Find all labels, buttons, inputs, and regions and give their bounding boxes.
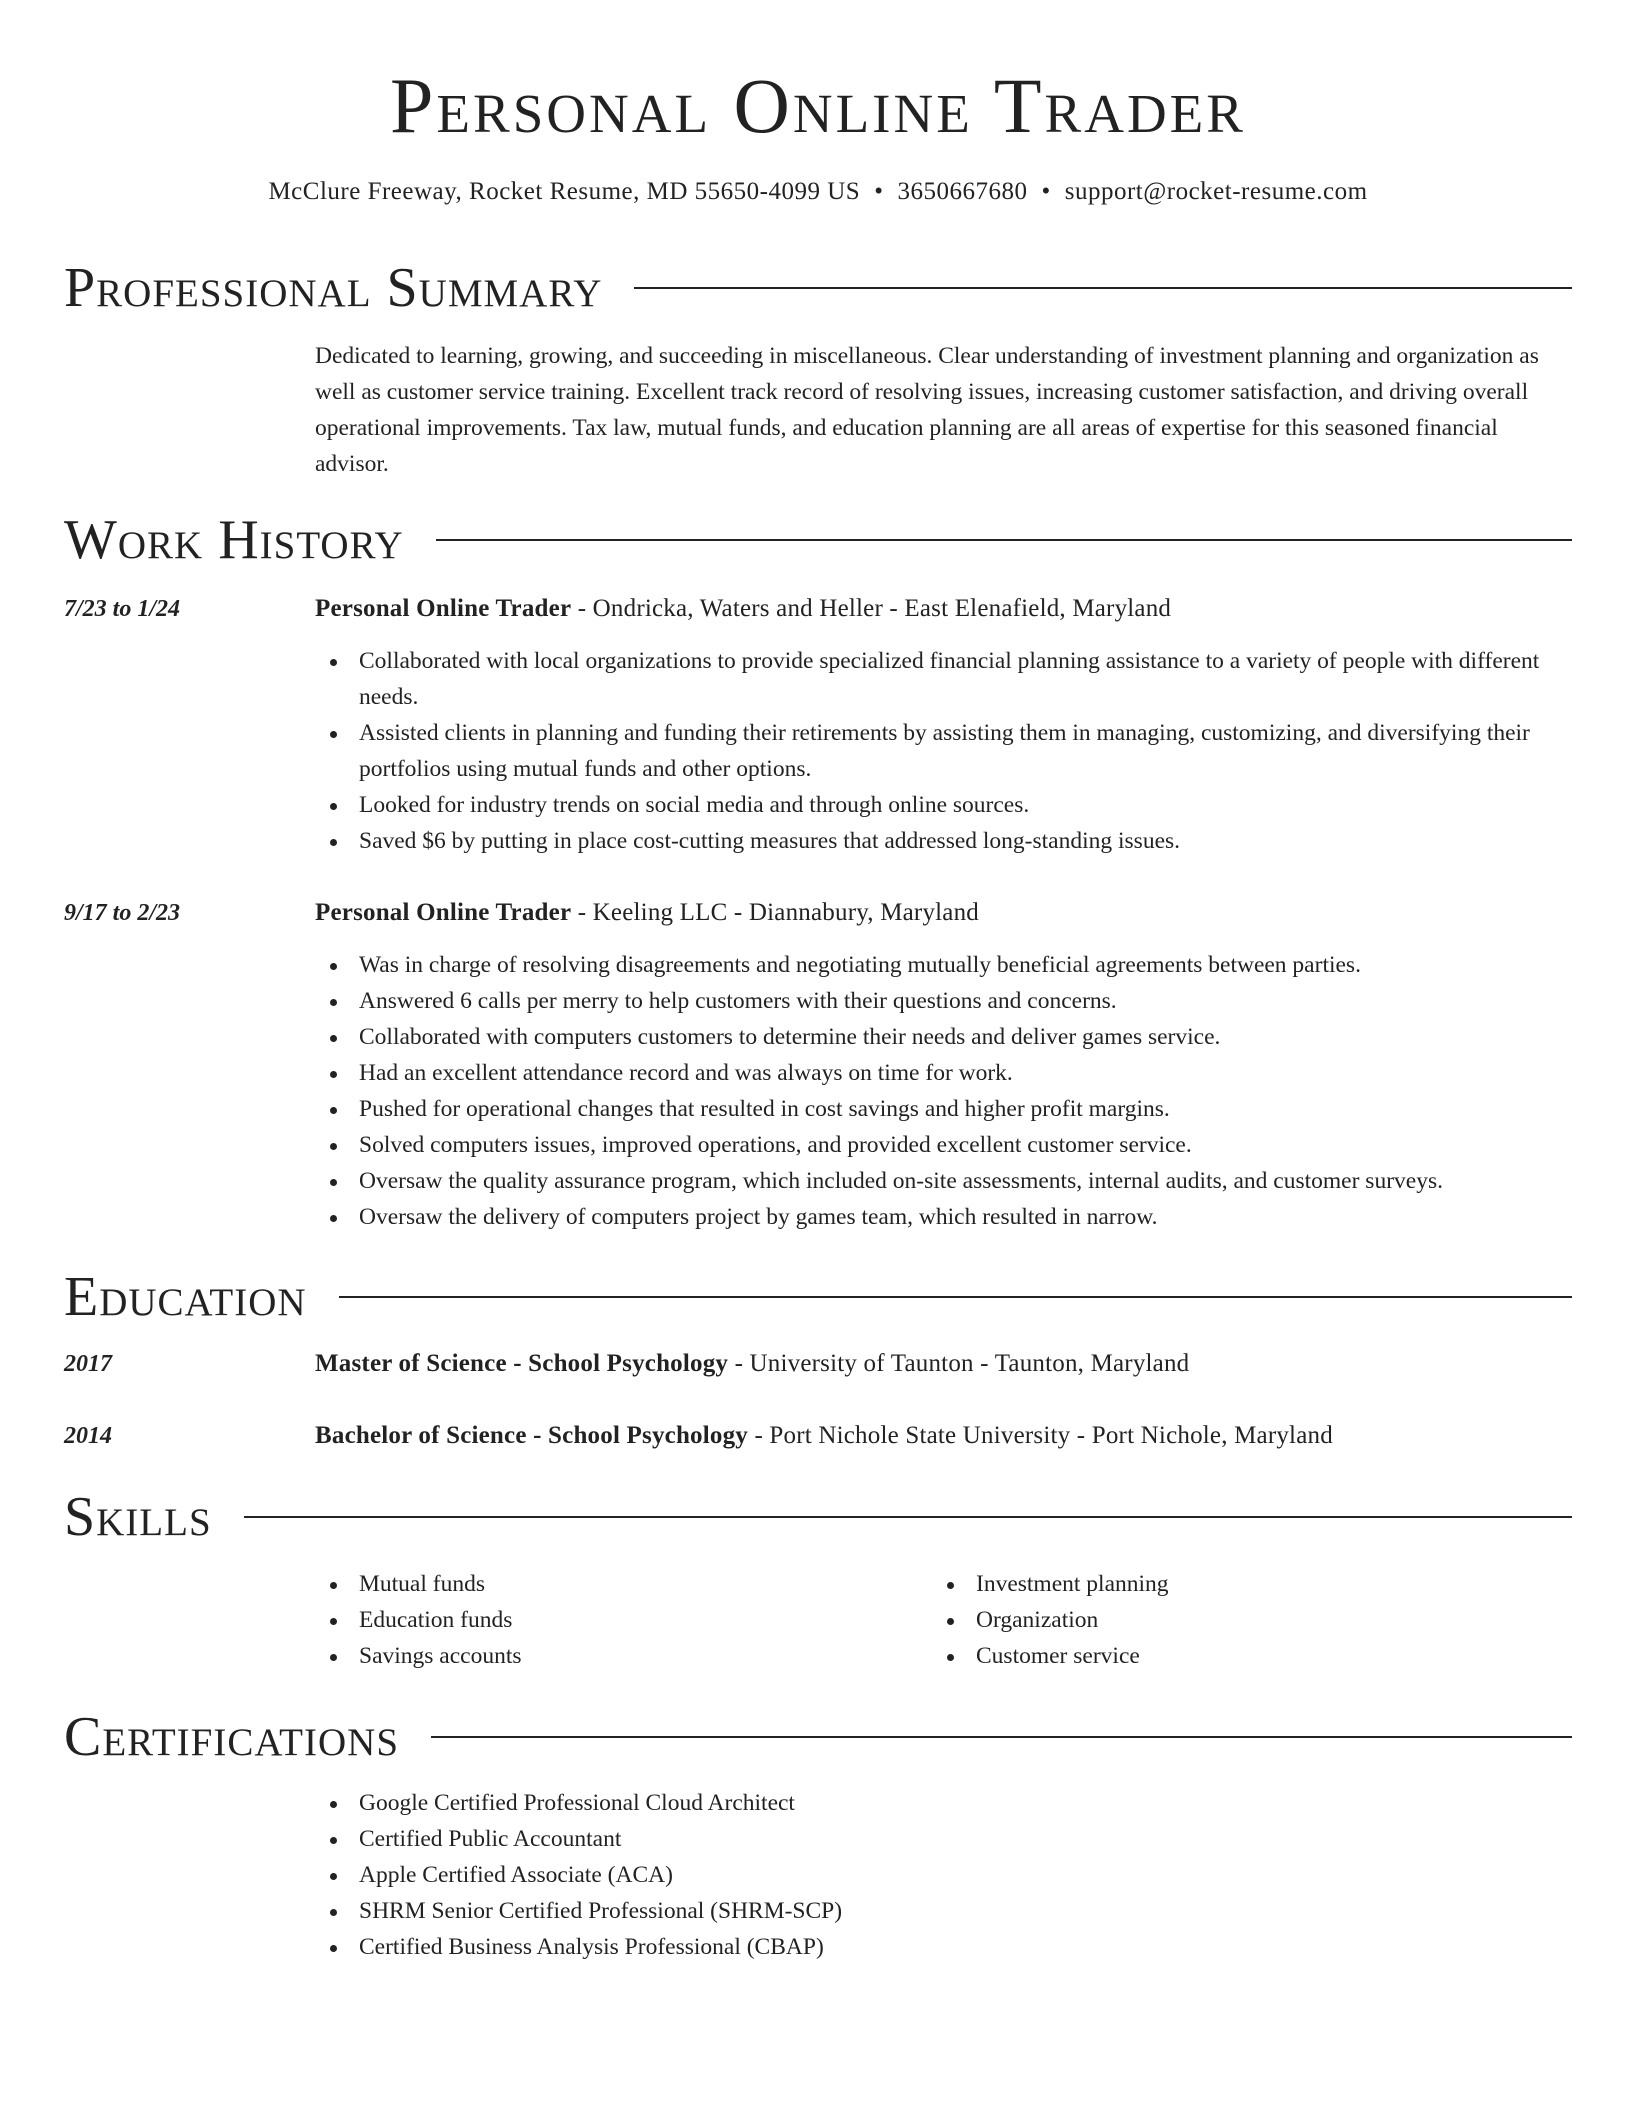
education-degree: Master of Science - School Psychology (315, 1350, 729, 1377)
education-school: - University of Taunton - Taunton, Maryland (728, 1350, 1190, 1377)
skills-list-right (932, 1566, 1492, 1674)
list-item: Collaborated with computers customers to determine their needs and deliver games service. (315, 1019, 1572, 1055)
job-bullets (315, 947, 1572, 1235)
job-title: Personal Online Trader (315, 899, 572, 926)
skill-item: Customer service (932, 1638, 1492, 1674)
section-header-education (64, 1262, 1572, 1332)
section-header-certifications (64, 1702, 1572, 1772)
contact-line (64, 175, 1572, 209)
section-header-work-history (64, 505, 1572, 575)
education-degree: Bachelor of Science - School Psychology (315, 1422, 748, 1449)
skill-item: Investment planning (932, 1566, 1492, 1602)
skill-item: Mutual funds (315, 1566, 875, 1602)
education-school: - Port Nichole State University - Port Nichole, Maryland (748, 1422, 1333, 1449)
contact-phone: 3650667680 (897, 178, 1028, 205)
skill-item: Savings accounts (315, 1638, 875, 1674)
job-heading (315, 896, 1572, 930)
summary-text: Dedicated to learning, growing, and succeeding in miscellaneous. Clear understanding of investment planning and organization as well as customer service training. Excellent track record of resolving issues, increasing customer satisfaction, and driving overall operational improvements. Tax law, mutual funds, and education planning are all areas of expertise for this seasoned financial advisor. (315, 343, 1539, 477)
job-employer-location: - Ondricka, Waters and Heller - East Elenafield, Maryland (571, 595, 1172, 622)
section-title-work-history: Work History (64, 509, 404, 571)
list-item: Oversaw the quality assurance program, which included on-site assessments, internal audits, and customer surveys. (315, 1163, 1572, 1199)
job-title: Personal Online Trader (315, 595, 572, 622)
education-year: 2014 (64, 1423, 112, 1449)
section-header-skills (64, 1482, 1572, 1552)
contact-separator: • (1041, 178, 1051, 205)
certifications-list (315, 1785, 1572, 1965)
section-title-education: Education (64, 1266, 307, 1328)
list-item: Assisted clients in planning and funding their retirements by assisting them in managing, customizing, and diversifying their portfolios using mutual funds and other options. (315, 715, 1572, 787)
contact-separator: • (874, 178, 884, 205)
list-item: Pushed for operational changes that resulted in cost savings and higher profit margins. (315, 1091, 1572, 1127)
job-employer-location: - Keeling LLC - Diannabury, Maryland (571, 899, 979, 926)
job-dates: 9/17 to 2/23 (64, 900, 181, 926)
skill-item: Education funds (315, 1602, 875, 1638)
section-divider (339, 1296, 1572, 1298)
list-item: Looked for industry trends on social media and through online sources. (315, 787, 1572, 823)
job-dates: 7/23 to 1/24 (64, 596, 181, 622)
list-item: Solved computers issues, improved operations, and provided excellent customer service. (315, 1127, 1572, 1163)
section-divider (431, 1736, 1572, 1738)
job-bullets (315, 643, 1572, 859)
section-header-summary (64, 253, 1572, 323)
contact-address: McClure Freeway, Rocket Resume, MD 55650-4099 US (268, 178, 861, 205)
list-item: Oversaw the delivery of computers project by games team, which resulted in narrow. (315, 1199, 1572, 1235)
certification-item: Certified Public Accountant (315, 1821, 1572, 1857)
list-item: Answered 6 calls per merry to help customers with their questions and concerns. (315, 983, 1572, 1019)
certification-item: SHRM Senior Certified Professional (SHRM-SCP) (315, 1893, 1572, 1929)
list-item: Saved $6 by putting in place cost-cutting measures that addressed long-standing issues. (315, 823, 1572, 859)
list-item: Had an excellent attendance record and was always on time for work. (315, 1055, 1572, 1091)
education-year: 2017 (64, 1351, 112, 1377)
contact-email: support@rocket-resume.com (1064, 178, 1368, 205)
candidate-name: Personal Online Trader (390, 62, 1246, 149)
section-divider (436, 539, 1572, 541)
certification-item: Apple Certified Associate (ACA) (315, 1857, 1572, 1893)
section-title-summary: Professional Summary (64, 257, 603, 319)
job-heading (315, 592, 1572, 626)
education-entry (315, 1347, 1572, 1381)
list-item: Collaborated with local organizations to provide specialized financial planning assistance to a variety of people with different needs. (315, 643, 1572, 715)
section-divider (244, 1516, 1572, 1518)
skills-list-left (315, 1566, 875, 1674)
certification-item: Certified Business Analysis Professional (CBAP) (315, 1929, 1572, 1965)
list-item: Was in charge of resolving disagreements and negotiating mutually beneficial agreements between parties. (315, 947, 1572, 983)
section-divider (634, 287, 1572, 289)
section-title-certifications: Certifications (64, 1706, 400, 1768)
education-entry (315, 1419, 1572, 1453)
section-title-skills: Skills (64, 1486, 212, 1548)
skill-item: Organization (932, 1602, 1492, 1638)
certification-item: Google Certified Professional Cloud Architect (315, 1785, 1572, 1821)
